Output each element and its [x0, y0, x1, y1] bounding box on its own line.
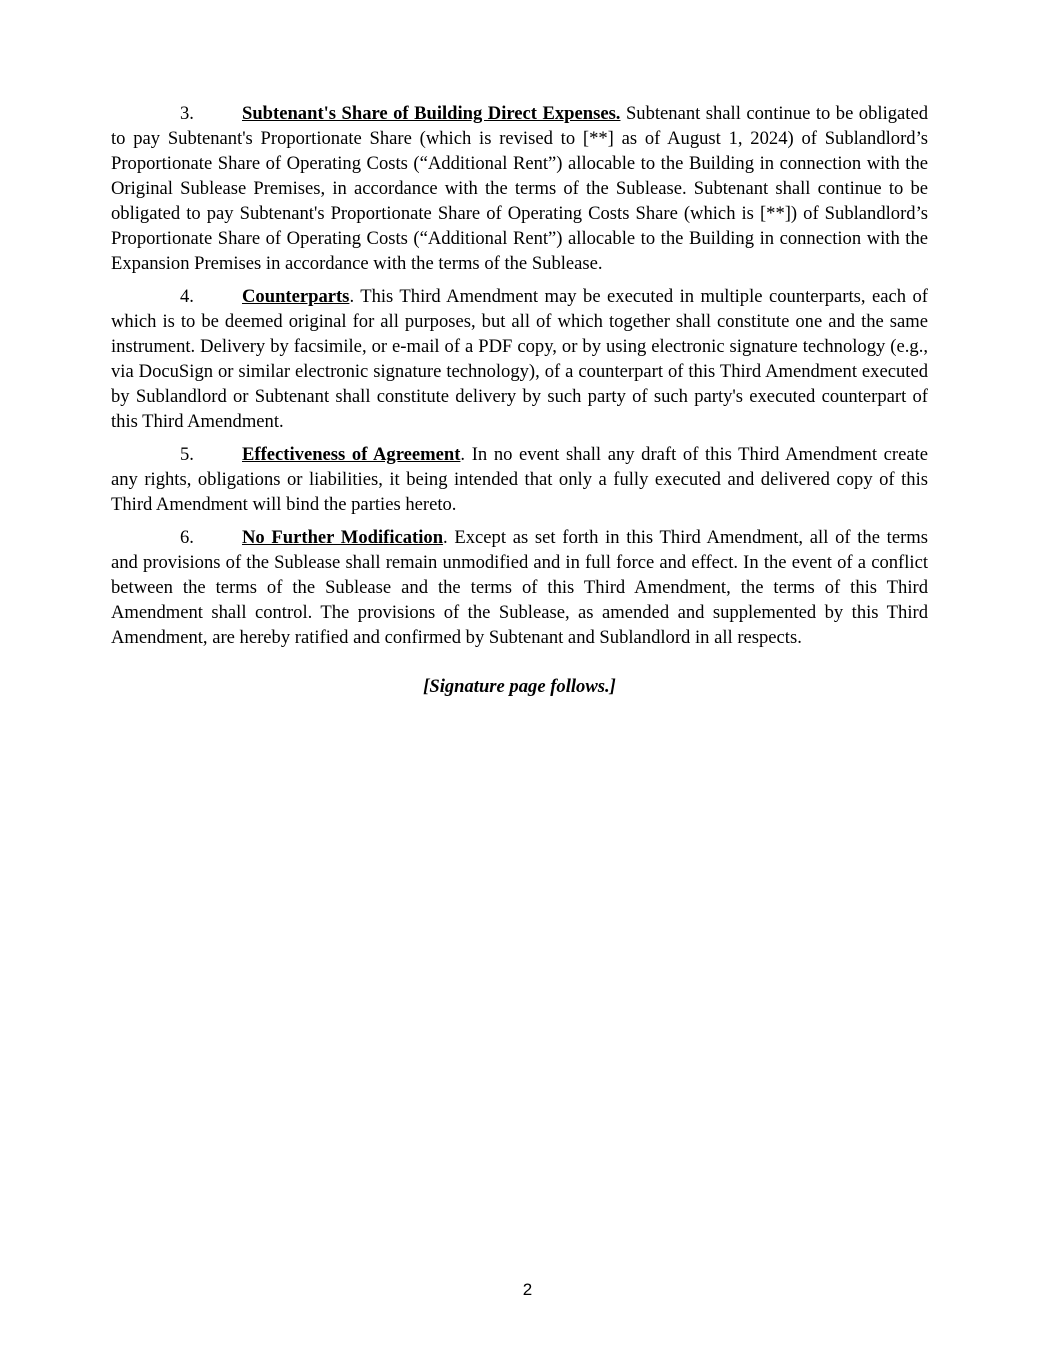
clause-3 [111, 101, 928, 276]
clause-6 [111, 525, 928, 650]
clause-4 [111, 284, 928, 434]
page-number: 2 [522, 1280, 533, 1299]
clause-heading: Counterparts [242, 286, 350, 307]
clause-heading: No Further Modification [242, 527, 444, 548]
clause-number: 5. [180, 444, 194, 465]
clause-body: Subtenant shall continue to be obligated to pay Subtenant's Proportionate Share (which is revised to [**] as of August 1, 2024) of Sublandlord’s Proportionate Share of Operating Costs (“Additional Rent”) allocable to the Building in connection with the Original Sublease Premises, in accordance with the terms of the Sublease. Subtenant shall continue to be obligated to pay Subtenant's Proportionate Share of Operating Costs Share (which is [**]) of Sublandlord’s Proportionate Share of Operating Costs (“Additional Rent”) allocable to the Building in connection with the Expansion Premises in accordance with the terms of the Sublease. [111, 103, 928, 274]
clause-heading: Effectiveness of Agreement [242, 444, 461, 465]
clause-body: . Except as set forth in this Third Amendment, all of the terms and provisions of the Sublease shall remain unmodified and in full force and effect. In the event of a conflict between the terms of the Sublease and the terms of this Third Amendment, the terms of this Third Amendment shall control. The provisions of the Sublease, as amended and supplemented by this Third Amendment, are hereby ratified and confirmed by Subtenant and Sublandlord in all respects. [111, 527, 928, 648]
clause-body: . This Third Amendment may be executed in multiple counterparts, each of which is to be deemed original for all purposes, but all of which together shall constitute one and the same instrument. Delivery by facsimile, or e-mail of a PDF copy, or by using electronic signature technology (e.g., via DocuSign or similar electronic signature technology), of a counterpart of this Third Amendment executed by Sublandlord or Subtenant shall constitute delivery by such party of such party's executed counterpart of this Third Amendment. [111, 286, 928, 432]
clause-heading: Subtenant's Share of Building Direct Expenses. [242, 103, 621, 124]
clause-number: 6. [180, 527, 194, 548]
document-page [111, 101, 928, 699]
clause-5 [111, 442, 928, 517]
clause-number: 4. [180, 286, 194, 307]
clause-body: . In no event shall any draft of this Third Amendment create any rights, obligations or liabilities, it being intended that only a fully executed and delivered copy of this Third Amendment will bind the parties hereto. [111, 444, 929, 515]
signature-page-note: [Signature page follows.] [423, 676, 616, 697]
clause-number: 3. [180, 103, 194, 124]
